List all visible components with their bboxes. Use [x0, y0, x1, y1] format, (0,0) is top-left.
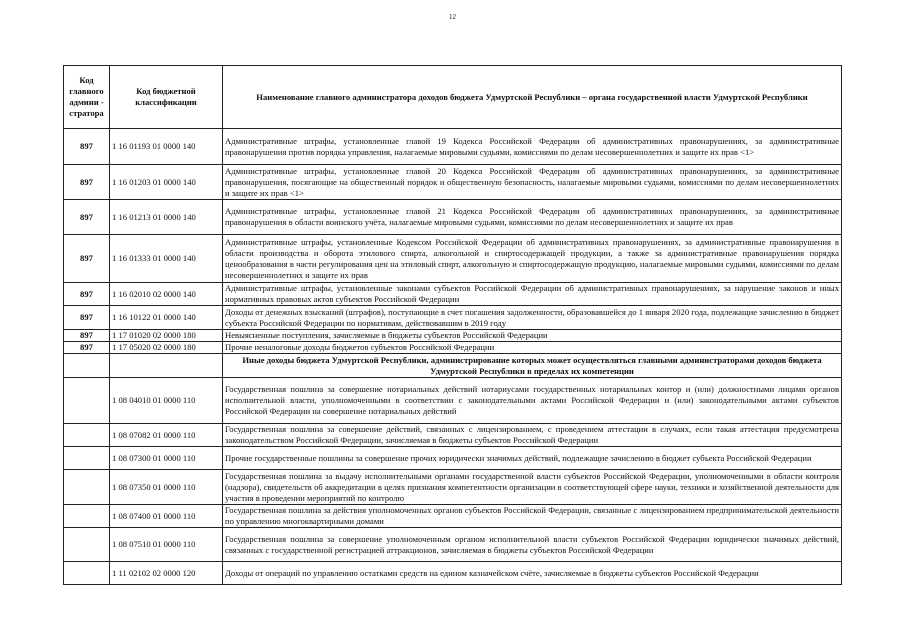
budget-code-cell: 1 08 07400 01 0000 110	[110, 505, 223, 528]
budget-code-cell: 1 16 02010 02 0000 140	[110, 283, 223, 306]
description-cell: Государственная пошлина за выдачу исполнительными органами государственной власти субъектов Российской Федерации, уполномоченными в области контроля (надзора), свидетельств об аккредитации в целях признания компетентности организации в соответствующей сфере науки, техники и хозяйственной деятельности для участия в проведении мероприятий по контролю	[223, 470, 842, 505]
description-cell: Доходы от операций по управлению остатками средств на едином казначейском счёте, зачисляемые в бюджеты субъектов Российской Федерации	[223, 562, 842, 585]
admin-code-cell	[64, 424, 110, 447]
admin-code-cell: 897	[64, 235, 110, 283]
description-cell: Административные штрафы, установленные главой 19 Кодекса Российской Федерации об административных правонарушениях, за административные правонарушения против порядка управления, налагаемые мировыми судьями, комиссиями по делам несовершеннолетних и защите их прав <1>	[223, 129, 842, 165]
budget-code-cell: 1 16 10122 01 0000 140	[110, 306, 223, 330]
admin-code-cell: 897	[64, 200, 110, 235]
section-kbk-cell	[110, 354, 223, 378]
table-row	[64, 342, 842, 354]
budget-code-cell: 1 08 07510 01 0000 110	[110, 528, 223, 562]
table-row	[64, 165, 842, 200]
header-name: Наименование главного администратора доходов бюджета Удмуртской Республики – органа государственной власти Удмуртской Республики	[223, 66, 842, 129]
description-cell: Прочие неналоговые доходы бюджетов субъектов Российской Федерации	[223, 342, 842, 354]
description-cell: Государственная пошлина за совершение действий, связанных с лицензированием, с проведением аттестации в случаях, если такая аттестация предусмотрена законодательством Российской Федерации, зачисляемая в бюджеты субъектов Российской Федерации	[223, 424, 842, 447]
budget-code-cell: 1 16 01193 01 0000 140	[110, 129, 223, 165]
description-cell: Доходы от денежных взысканий (штрафов), поступающие в счет погашения задолженности, образовавшейся до 1 января 2020 года, подлежащие зачислению в бюджет субъекта Российской Федерации по нормативам, действовавшим в 2019 году	[223, 306, 842, 330]
table-header-row	[64, 66, 842, 129]
header-budget-code: Код бюджетной классификации	[110, 66, 223, 129]
section-title: Иные доходы бюджета Удмуртской Республики, администрирование которых может осуществляться главными администраторами доходов бюджета Удмуртской Республики в пределах их компетенции	[223, 354, 842, 378]
section-header-row	[64, 354, 842, 378]
description-cell: Государственная пошлина за действия уполномоченных органов субъектов Российской Федерации, связанные с лицензированием предпринимательской деятельности по управлению многоквартирными домами	[223, 505, 842, 528]
budget-code-cell: 1 08 04010 01 0000 110	[110, 378, 223, 424]
admin-code-cell	[64, 562, 110, 585]
budget-code-cell: 1 17 05020 02 0000 180	[110, 342, 223, 354]
page-number: 12	[449, 13, 456, 21]
revenue-table	[63, 65, 842, 585]
table-row	[64, 378, 842, 424]
admin-code-cell	[64, 447, 110, 470]
budget-code-cell: 1 16 01333 01 0000 140	[110, 235, 223, 283]
admin-code-cell	[64, 470, 110, 505]
table-row	[64, 306, 842, 330]
table-row	[64, 424, 842, 447]
admin-code-cell: 897	[64, 342, 110, 354]
table-row	[64, 447, 842, 470]
table-row	[64, 528, 842, 562]
table-row	[64, 562, 842, 585]
table-row	[64, 283, 842, 306]
table-row	[64, 470, 842, 505]
header-admin-code: Код главного админи - стратора	[64, 66, 110, 129]
admin-code-cell: 897	[64, 129, 110, 165]
table-row	[64, 200, 842, 235]
admin-code-cell: 897	[64, 165, 110, 200]
table-row	[64, 129, 842, 165]
admin-code-cell: 897	[64, 306, 110, 330]
budget-code-cell: 1 08 07082 01 0000 110	[110, 424, 223, 447]
admin-code-cell	[64, 378, 110, 424]
budget-code-cell: 1 11 02102 02 0000 120	[110, 562, 223, 585]
section-admin-cell	[64, 354, 110, 378]
description-cell: Административные штрафы, установленные главой 20 Кодекса Российской Федерации об административных правонарушениях, за административные правонарушения, посягающие на общественный порядок и общественную безопасность, налагаемые мировыми судьями, комиссиями по делам несовершеннолетних и защите их прав <1>	[223, 165, 842, 200]
description-cell: Прочие государственные пошлины за совершение прочих юридически значимых действий, подлежащие зачислению в бюджет субъекта Российской Федерации	[223, 447, 842, 470]
budget-code-cell: 1 08 07350 01 0000 110	[110, 470, 223, 505]
budget-code-cell: 1 16 01203 01 0000 140	[110, 165, 223, 200]
admin-code-cell: 897	[64, 330, 110, 342]
description-cell: Административные штрафы, установленные законами субъектов Российской Федерации об административных правонарушениях, за нарушение законов и иных нормативных правовых актов субъектов Российской Федерации	[223, 283, 842, 306]
budget-code-cell: 1 08 07300 01 0000 110	[110, 447, 223, 470]
description-cell: Административные штрафы, установленные Кодексом Российской Федерации об административных правонарушениях, за административные правонарушения в области производства и оборота этилового спирта, алкогольной и спиртосодержащей продукции, а также за административные правонарушения порядка ценообразования в части регулирования цен на этиловый спирт, алкогольную и спиртосодержащую продукцию, налагаемые мировыми судьями, комиссиями по делам несовершеннолетних и защите их прав	[223, 235, 842, 283]
admin-code-cell: 897	[64, 283, 110, 306]
description-cell: Государственная пошлина за совершение нотариальных действий нотариусами государственных нотариальных контор и (или) должностными лицами органов исполнительной власти, уполномоченными в соответствии с законодательными актами Российской Федерации и (или) законодательными актами субъектов Российской Федерации на совершение нотариальных действий	[223, 378, 842, 424]
description-cell: Государственная пошлина за совершение уполномоченным органом исполнительной власти субъектов Российской Федерации юридически значимых действий, связанных с государственной регистрацией аттракционов, зачисляемая в бюджеты субъектов Российской Федерации	[223, 528, 842, 562]
budget-code-cell: 1 17 01020 02 0000 180	[110, 330, 223, 342]
table-row	[64, 330, 842, 342]
admin-code-cell	[64, 505, 110, 528]
description-cell: Невыясненные поступления, зачисляемые в бюджеты субъектов Российской Федерации	[223, 330, 842, 342]
table-row	[64, 505, 842, 528]
description-cell: Административные штрафы, установленные главой 21 Кодекса Российской Федерации об административных правонарушениях, за административные правонарушения в области воинского учёта, налагаемые мировыми судьями, комиссиями по делам несовершеннолетних и защите их прав	[223, 200, 842, 235]
admin-code-cell	[64, 528, 110, 562]
table-row	[64, 235, 842, 283]
budget-code-cell: 1 16 01213 01 0000 140	[110, 200, 223, 235]
